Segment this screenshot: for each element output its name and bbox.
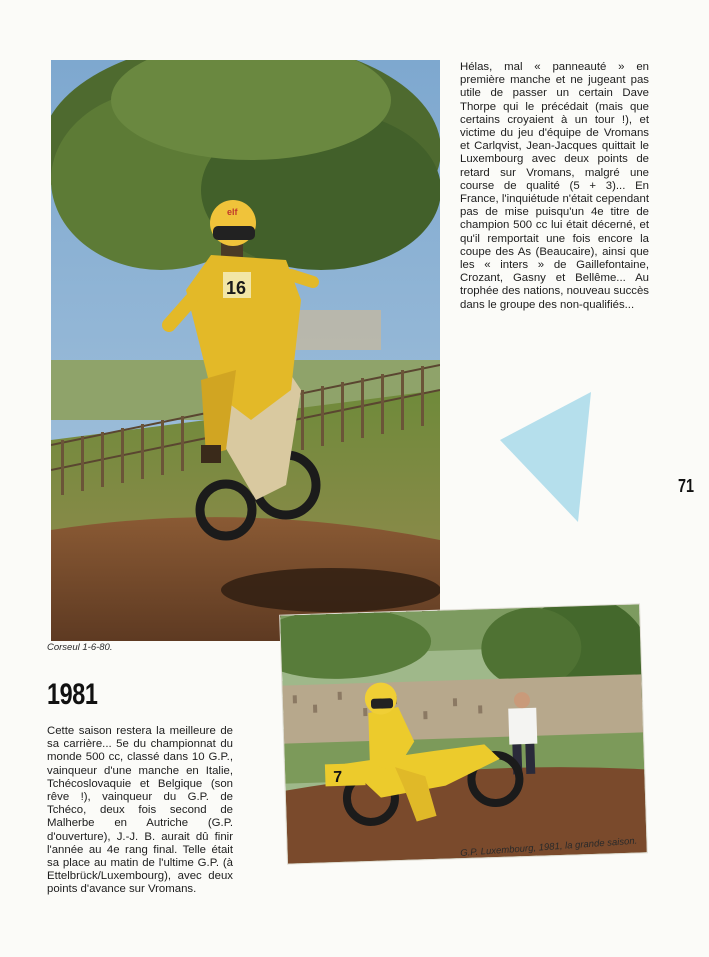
- photo-caption-luxembourg: G.P. Luxembourg, 1981, la grande saison.: [460, 835, 638, 859]
- photo-gp-luxembourg-image: [280, 604, 647, 863]
- photo-motocross-jump-image: [51, 60, 440, 641]
- second-bike-number: 7: [333, 768, 343, 787]
- photo-motocross-jump: [51, 60, 440, 641]
- article-text-right-column: Hélas, mal « panneauté » en première manche et ne jugeant pas utile de passer un certain Dave Thorpe qui le précédait (mais que certains croyaient à un tour !), et victime du jeu d'équipe de Vromans et Carlqvist, Jean-Jacques quittait le Luxembourg avec deux points de retard sur Vromans, malgré une course de qualité (5 + 3)... En France, l'inquiétude n'était cependant pas de mise puisqu'un 4e titre de champion 500 cc lui était décerné, et qu'il remportait une fois encore la coupe des As (Beaucaire), ainsi que les « inters » de Gaillefontaine, Crozant, Gasny et Bellême... Au trophée des nations, nouveau succès dans le groupe des non-qualifiés...: [460, 61, 649, 311]
- photo-caption-corseul: Corseul 1-6-80.: [47, 642, 113, 653]
- decorative-triangle: [500, 392, 592, 522]
- helmet-logo: elf: [227, 207, 238, 217]
- page-number: 71: [678, 476, 695, 496]
- rider-bib-number: 16: [226, 278, 247, 298]
- article-text-1981: Cette saison restera la meilleure de sa carrière... 5e du championnat du monde 500 cc, classé dans 10 G.P., vainqueur d'une manche en Italie, Tchécoslovaquie et Belgique (son rêve !), vainqueur du G.P. de Tchéco, deux fois second de Malherbe en Autriche (G.P. d'ouverture), J.-J. B. aurait dû finir l'année au 4e rang final. Telle était sa place au matin de l'ultime G.P. (à Ettelbrück/Luxembourg), avec deux points d'avance sur Vromans.: [47, 725, 233, 896]
- section-heading-1981: 1981: [47, 678, 98, 711]
- photo-gp-luxembourg: [280, 604, 647, 863]
